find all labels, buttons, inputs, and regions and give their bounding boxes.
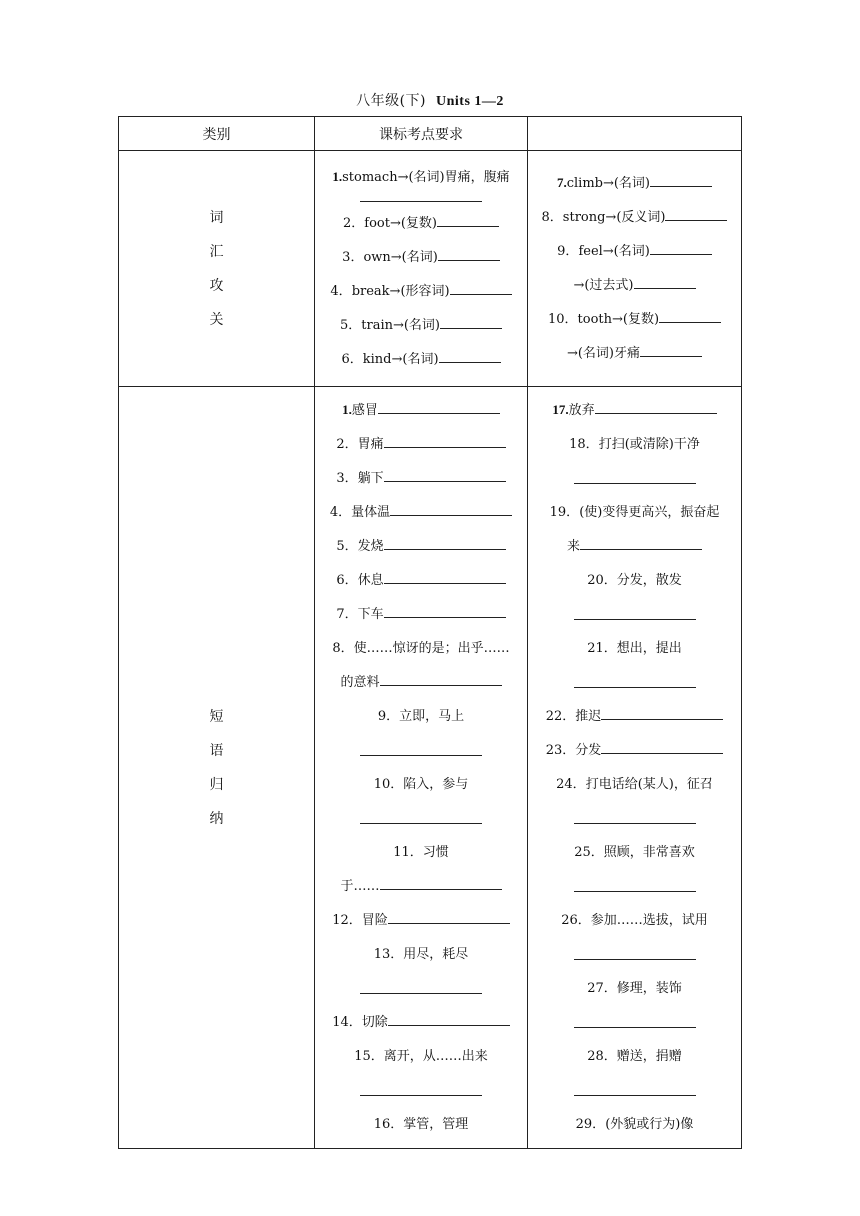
grade-label: 八年级(下) [356, 93, 427, 109]
answer-blank[interactable] [601, 741, 723, 754]
list-item: 10．陷入，参与 [373, 777, 469, 792]
list-item: 29．(外貌或行为)像 [575, 1117, 694, 1132]
answer-blank[interactable] [528, 870, 741, 904]
list-item: 27．修理，装饰 [587, 981, 682, 996]
list-item: 4．break→(形容词) [315, 275, 527, 309]
answer-blank[interactable] [384, 435, 506, 448]
answer-blank[interactable] [388, 1013, 510, 1026]
phrase-row [119, 387, 742, 1149]
answer-blank[interactable] [650, 174, 712, 187]
phrase-right-cell [528, 387, 742, 1149]
answer-blank[interactable] [378, 401, 500, 414]
answer-blank[interactable] [650, 242, 712, 255]
list-item: 6．kind→(名词) [315, 343, 527, 377]
answer-blank[interactable] [659, 310, 721, 323]
list-item: 13．用尽，耗尽 [373, 947, 469, 962]
answer-blank[interactable] [528, 938, 741, 972]
answer-blank[interactable] [438, 248, 500, 261]
answer-blank[interactable] [640, 344, 702, 357]
list-item: 4．量体温 [315, 496, 527, 530]
list-item: 16．掌管，管理 [373, 1117, 469, 1132]
answer-blank[interactable] [384, 571, 506, 584]
list-item: 5．发烧 [315, 530, 527, 564]
list-item: 14．切除 [315, 1006, 527, 1040]
list-item: 3．own→(名词) [315, 241, 527, 275]
list-item: 10．tooth→(复数) [528, 303, 741, 337]
list-item: 28．赠送，捐赠 [587, 1049, 682, 1064]
list-item: 20．分发，散发 [587, 573, 682, 588]
units-label: Units 1—2 [436, 94, 504, 109]
answer-blank[interactable] [634, 276, 696, 289]
vocab-right-cell [528, 151, 742, 387]
answer-blank[interactable] [601, 707, 723, 720]
list-item: 5．train→(名词) [315, 309, 527, 343]
vocab-category: 词 汇 攻 关 [119, 151, 315, 387]
list-item: 6．休息 [315, 564, 527, 598]
list-item: 来 [528, 530, 741, 564]
answer-blank[interactable] [595, 401, 717, 414]
vocab-left-cell [315, 151, 528, 387]
phrase-left-cell [315, 387, 528, 1149]
list-item: 12．冒险 [315, 904, 527, 938]
answer-blank[interactable] [380, 877, 502, 890]
list-item: 3．躺下 [315, 462, 527, 496]
list-item: 18．打扫(或清除)干净 [569, 437, 700, 452]
list-item: 8．strong→(反义词) [528, 201, 741, 235]
exam-points-table [118, 116, 742, 1149]
list-item: 24．打电话给(某人)，征召 [556, 777, 713, 792]
page-title [0, 90, 860, 110]
answer-blank[interactable] [437, 214, 499, 227]
answer-blank[interactable] [528, 666, 741, 700]
list-item: 15．离开，从……出来 [354, 1049, 488, 1064]
answer-blank[interactable] [384, 605, 506, 618]
header-empty [528, 117, 742, 151]
answer-blank[interactable] [528, 1074, 741, 1108]
list-item: 2．foot→(复数) [315, 207, 527, 241]
list-item: 7.climb→(名词) [528, 166, 741, 201]
answer-blank[interactable] [440, 316, 502, 329]
list-item: 21．想出，提出 [587, 641, 682, 656]
list-item: →(名词)牙痛 [528, 337, 741, 371]
answer-blank[interactable] [580, 537, 702, 550]
list-item: 26．参加……选拔，试用 [561, 913, 708, 928]
answer-blank[interactable] [315, 734, 527, 768]
header-category: 类别 [119, 117, 315, 151]
answer-blank[interactable] [315, 802, 527, 836]
list-item: 17.放弃 [528, 393, 741, 428]
answer-blank[interactable] [439, 350, 501, 363]
list-item: 2．胃痛 [315, 428, 527, 462]
list-item: 22．推迟 [528, 700, 741, 734]
answer-blank[interactable] [315, 1074, 527, 1108]
answer-blank[interactable] [380, 673, 502, 686]
list-item: 11．习惯 [393, 845, 449, 860]
list-item: 19．(使)变得更高兴，振奋起 [549, 505, 720, 520]
answer-blank[interactable] [390, 503, 512, 516]
answer-blank[interactable] [388, 911, 510, 924]
list-item: 23．分发 [528, 734, 741, 768]
answer-blank[interactable] [528, 1006, 741, 1040]
list-item: →(过去式) [528, 269, 741, 303]
vocab-row [119, 151, 742, 387]
list-item: 7．下车 [315, 598, 527, 632]
answer-blank[interactable] [528, 598, 741, 632]
list-item: 1.stomach→(名词)胃痛，腹痛 [332, 169, 510, 185]
list-item: 25．照顾，非常喜欢 [574, 845, 695, 860]
list-item: 1.感冒 [315, 393, 527, 428]
answer-blank[interactable] [384, 537, 506, 550]
table-header-row [119, 117, 742, 151]
answer-blank[interactable] [315, 972, 527, 1006]
answer-blank[interactable] [528, 802, 741, 836]
phrase-category: 短 语 归 纳 [119, 387, 315, 1149]
answer-blank[interactable] [528, 462, 741, 496]
list-item: 8．使……惊讶的是；出乎…… [332, 641, 510, 656]
list-item: 于…… [315, 870, 527, 904]
answer-blank[interactable] [384, 469, 506, 482]
list-item: 9．立即，马上 [377, 709, 465, 724]
answer-blank[interactable] [665, 208, 727, 221]
list-item: 的意料 [315, 666, 527, 700]
answer-blank[interactable] [450, 282, 512, 295]
list-item: 9．feel→(名词) [528, 235, 741, 269]
header-requirements: 课标考点要求 [315, 117, 528, 151]
